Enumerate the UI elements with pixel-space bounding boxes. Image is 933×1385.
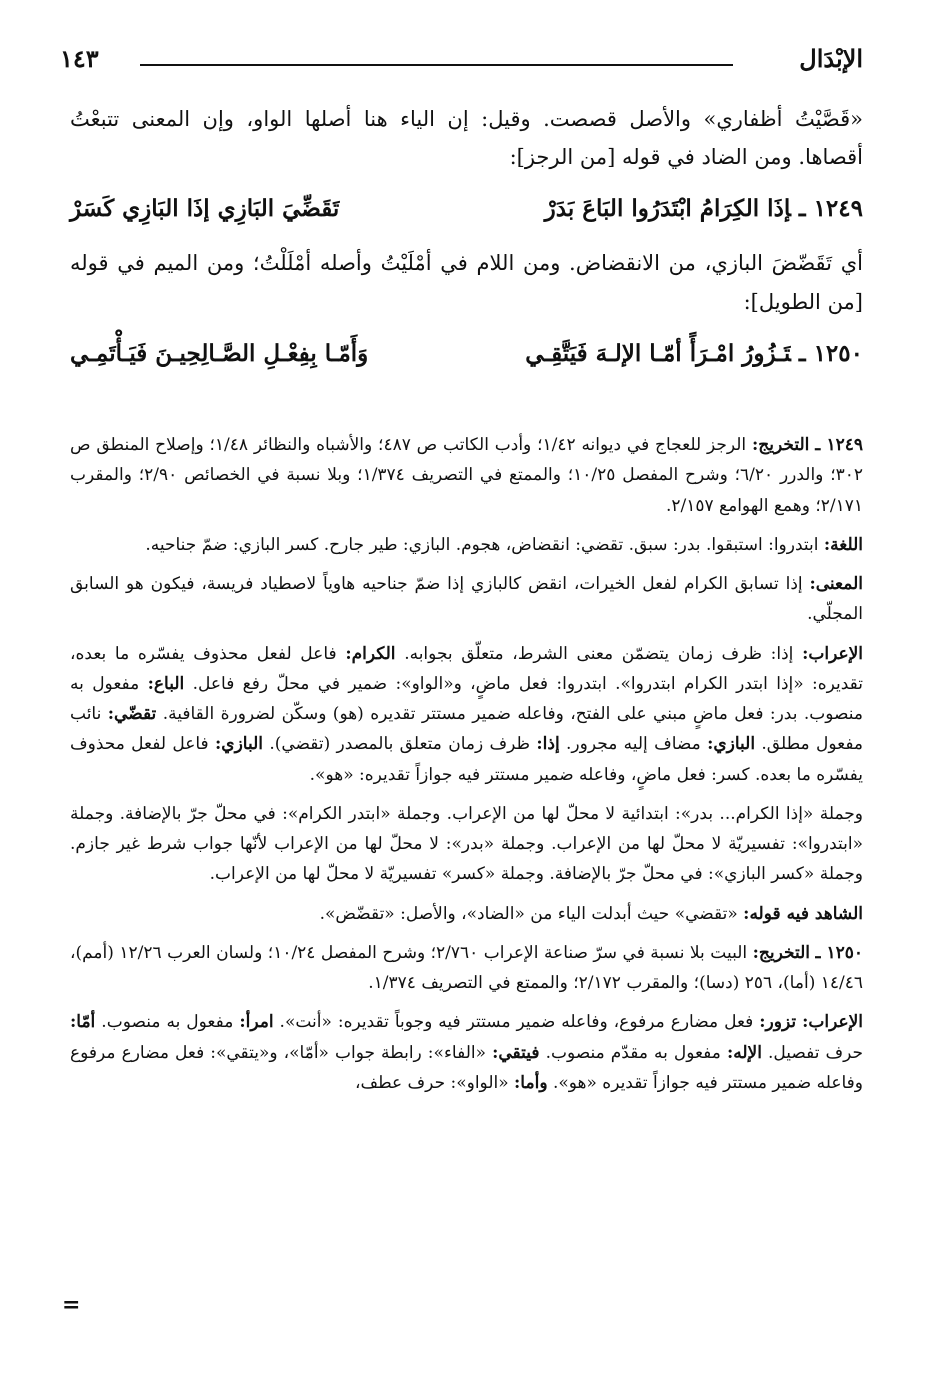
page-number: ١٤٣ — [60, 44, 99, 73]
verse-1249-h2: تَقَضِّيَ البَازِي إذَا البَازِي كَسَرْ — [70, 195, 340, 223]
note-label: اللغة: — [823, 534, 863, 555]
verse-1249-h1: إذَا الكِرَامُ ابْتَدَرُوا البَاعَ بَدَرْ — [544, 195, 791, 223]
verse-1250 — [70, 333, 863, 375]
note-number: ١٢٤٩ ـ — [815, 435, 864, 455]
note-label: التخريج: — [752, 942, 810, 963]
note-shahid — [70, 899, 863, 929]
note-text: ابتدروا: استبقوا. بدر: سبق. تقضي: انقضاض، هجوم. البازي: طير جارح. كسر البازي: ضمّ جناحيه. — [145, 534, 819, 555]
verse-1250-first-hemistich — [525, 333, 863, 375]
note-text: ظرف زمان متعلق بالمصدر (تقضي). — [269, 734, 531, 755]
note-lugha — [70, 530, 863, 560]
note-irab-1250 — [70, 1007, 863, 1098]
term: البازي: — [707, 734, 756, 755]
note-text: الرجز للعجاج في ديوانه ١/٤٢؛ وأدب الكاتب ص ٤٨٧؛ والأشباه والنظائر ١/٤٨؛ وإصلاح المنطق ص ٣٠٢؛ والدرر ٦/٢٠؛ وشرح المفصل ١٠/٢٥؛ والممتع في التصريف ١/٣٧٤؛ وبلا نسبة في الخصائص ٢/٩٠؛ والمقرب ٢/١٧١؛ وهمع الهوامع ٢/١٥٧. — [70, 435, 864, 516]
note-text: إذا تسابق الكرام لفعل الخيرات، انقض كالبازي إذا ضمّ جناحيه هاوياً لاصطياد فريسة، فيكون هو السابق المجلّي. — [70, 574, 863, 625]
note-text: «الواو»: حرف عطف، — [354, 1072, 509, 1093]
note-1249-takhrij — [70, 430, 863, 521]
continuation-mark: = — [62, 1292, 81, 1318]
paragraph-2: أي تَقَضّضَ البازي، من الانقضاض. ومن اللام في أمْلَيْتُ وأصله أمْلَلْتُ؛ ومن الميم في قوله [من الطويل]: — [70, 251, 863, 314]
note-text: «تقضي» حيث أبدلت الياء من «الضاد»، والأصل: «تقضّض». — [319, 903, 738, 924]
note-label: الإعراب: — [802, 1012, 864, 1033]
term: تقضّي: — [107, 704, 157, 724]
term: فيتقي: — [492, 1042, 540, 1063]
paragraph-1: «قَصَّيْتُ أظفاري» والأصل قصصت. وقيل: إن الياء هنا أصلها الواو، وإن المعنى تتبعْتُ أقصاها. ومن الضاد في قوله [من الرجز]: — [70, 107, 863, 170]
page-header — [60, 40, 863, 80]
footnotes — [70, 430, 863, 1107]
note-label: الشاهد فيه قوله: — [743, 903, 863, 924]
note-text: نائب مفعول مطلق. — [70, 704, 864, 755]
note-text: فعل مضارع مرفوع، وفاعله ضمير مستتر فيه وجوباً تقديره: «أنت». — [279, 1012, 754, 1033]
verse-number: ١٢٤٩ ـ — [798, 195, 863, 223]
note-label: التخريج: — [751, 435, 810, 455]
note-text: مفعول به مقدّم منصوب. — [545, 1042, 721, 1063]
term: وأما: — [514, 1072, 548, 1093]
term: الإله: — [726, 1042, 762, 1063]
term: الباع: — [147, 673, 185, 694]
note-text: البيت بلا نسبة في سرّ صناعة الإعراب ٢/٧٦٠؛ وشرح المفصل ١٠/٢٤؛ ولسان العرب ١٢/٢٦ (أمم)، ١٤/٤٦ (أما)، ٢٥٦ (دسا)؛ والمقرب ٢/١٧٢؛ والممتع في التصريف ١/٣٧٤. — [70, 942, 863, 993]
term: امرأ: — [239, 1012, 274, 1033]
verse-number: ١٢٥٠ ـ — [798, 339, 863, 367]
verse-1250-h2: وَأَمّـا بِفِعْـلِ الصَّـالِحِيـنَ فَيَـأْتَمِـي — [70, 339, 369, 367]
term: تزور: — [759, 1012, 797, 1033]
note-irab-1249 — [70, 639, 863, 790]
note-maana — [70, 569, 863, 630]
term: الكرام: — [345, 643, 396, 664]
term: أمّا: — [70, 1012, 96, 1033]
note-label: الإعراب: — [802, 643, 864, 664]
term: إذا: — [536, 734, 560, 755]
note-number: ١٢٥٠ ـ — [815, 942, 863, 963]
note-text: مضاف إليه مجرور. — [566, 734, 701, 755]
verse-1249 — [70, 188, 863, 230]
note-text: «الفاء»: رابطة جواب «أمّا»، و«يتقي»: فعل مضارع مرفوع وفاعله ضمير مستتر فيه جوازاً تقديره «هو». — [70, 1042, 863, 1093]
note-1250-takhrij — [70, 938, 863, 999]
note-text: مفعول به منصوب. — [101, 1012, 234, 1033]
note-text: حرف تفصيل. — [768, 1042, 864, 1063]
note-text: مفعول به منصوب. بدر: فعل ماضٍ مبني على الفتح، وفاعله ضمير مستتر تقديره (هو) وسكّن لضرورة القافية. — [70, 673, 864, 724]
note-jumal: وجملة «إذا الكرام... بدر»: ابتدائية لا محلّ لها من الإعراب. وجملة «ابتدر الكرام»: في محلّ جرّ بالإضافة. وجملة «ابتدروا»: تفسيريّة لا محلّ لها من الإعراب. وجملة «بدر»: لا محلّ لها من الإعراب لأنّها جواب شرط غير جازم. وجملة «كسر البازي»: في محلّ جرّ بالإضافة. وجملة «كسر» تفسيريّة لا محلّ لها من الإعراب. — [70, 803, 863, 885]
note-text: فاعل لفعل محذوف يفسّره ما بعده، تقديره: «إذا ابتدر الكرام ابتدروا». ابتدروا: فعل ماضٍ، و«الواو»: ضمير في محلّ رفع فاعل. — [70, 643, 864, 694]
note-text: فاعل لفعل محذوف يفسّره ما بعده. كسر: فعل ماضٍ، وفاعله ضمير مستتر فيه جوازاً تقديره: «هو». — [70, 734, 863, 785]
term: البازي: — [214, 734, 263, 755]
verse-1250-h1: تَـزُورُ امْـرَأً أمّـا الإلـهَ فَيَتَّقِـي — [525, 339, 791, 367]
chapter-title: الإبْدَال — [799, 44, 863, 73]
note-label: المعنى: — [809, 574, 863, 594]
verse-1249-first-hemistich — [545, 188, 863, 230]
header-rule — [140, 64, 733, 66]
main-text — [70, 100, 863, 389]
note-text: إذا: ظرف زمان يتضمّن معنى الشرط، متعلّق بجوابه. — [404, 643, 794, 664]
